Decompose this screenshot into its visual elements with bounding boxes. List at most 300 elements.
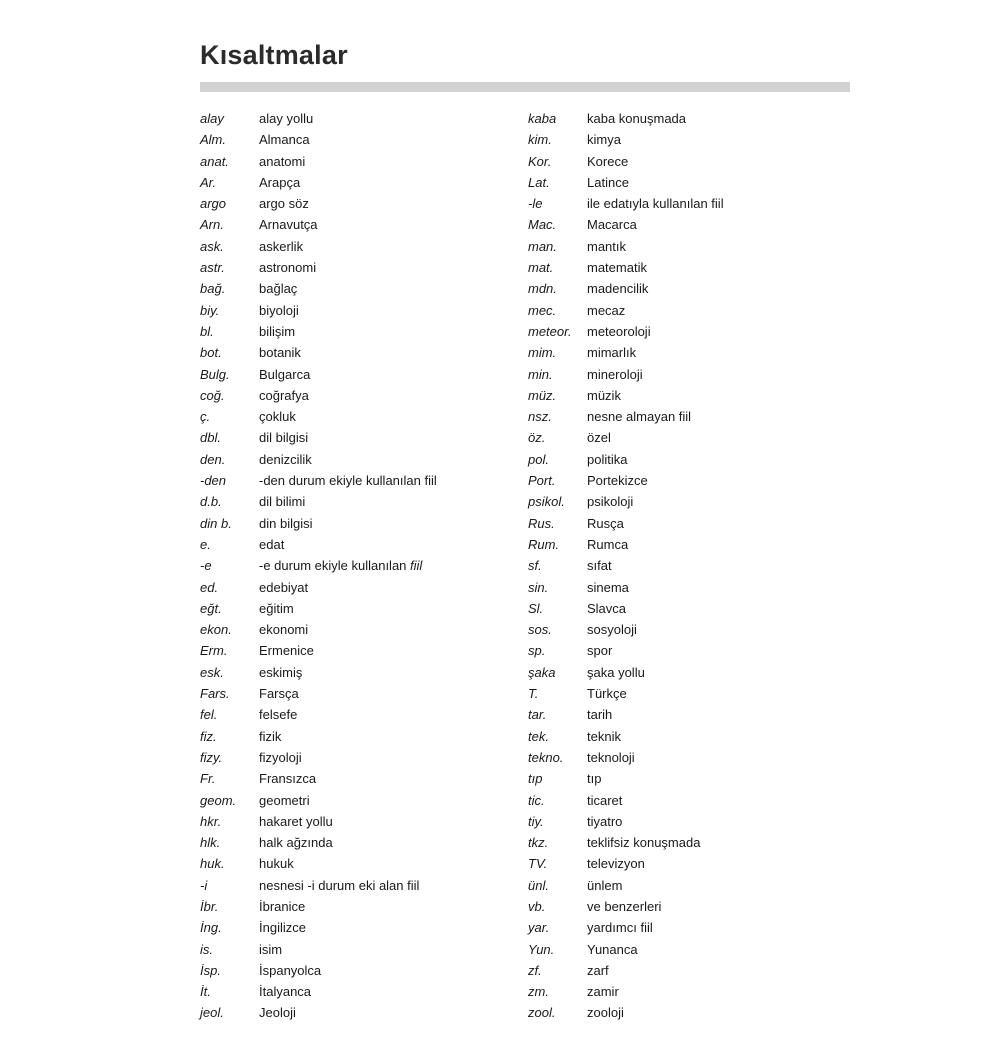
abbreviation-row (200, 129, 437, 150)
meaning-text: ile edatıyla kullanılan fiil (587, 196, 724, 212)
abbreviation: bl. (200, 323, 214, 339)
abbreviation-row (528, 726, 724, 747)
meaning-text: eğitim (259, 600, 294, 616)
abbreviation-row (528, 981, 724, 1002)
abbreviation-row (200, 364, 437, 385)
abbreviation: fizy. (200, 749, 223, 765)
abbreviation-row (528, 640, 724, 661)
abbreviation-row (200, 151, 437, 172)
abbreviation-row (528, 662, 724, 683)
abbreviation-meaning (587, 278, 648, 299)
abbreviation: biy. (200, 302, 220, 318)
abbreviation-row (200, 875, 437, 896)
abbreviation-row (528, 172, 724, 193)
meaning-text: teklifsiz konuşmada (587, 835, 701, 851)
meaning-text: -den durum ekiyle kullanılan fiil (259, 473, 437, 489)
meaning-text: kaba konuşmada (587, 111, 687, 126)
abbreviation-row (200, 853, 437, 874)
abbreviation: din b. (200, 515, 232, 531)
abbreviation-row (200, 704, 437, 725)
abbreviation: is. (200, 941, 213, 957)
abbreviation: İbr. (200, 898, 219, 914)
meaning-text: tarih (587, 707, 613, 723)
meaning-text: Fransızca (259, 771, 317, 787)
abbreviation: ç. (200, 409, 211, 425)
abbreviation-row (200, 491, 437, 512)
abbreviation: Kor. (528, 153, 552, 169)
abbreviation: İsp. (200, 962, 221, 978)
meaning-text: askerlik (259, 238, 304, 254)
abbreviation-row (200, 917, 437, 938)
abbreviation-row (528, 534, 724, 555)
abbreviation-meaning (587, 449, 627, 470)
abbreviation-row (528, 896, 724, 917)
meaning-text: dil bilgisi (259, 430, 309, 446)
meaning-text: madencilik (587, 281, 649, 297)
meaning-text: teknik (587, 728, 621, 744)
meaning-text: Rumca (587, 536, 629, 552)
abbreviation: -e (200, 558, 212, 574)
abbreviation-row (528, 406, 724, 427)
abbreviation-meaning (587, 491, 633, 512)
abbreviation: Bulg. (200, 366, 230, 382)
abbreviation-meaning (259, 236, 303, 257)
abbreviation-row (528, 129, 724, 150)
abbreviation: tekno. (528, 749, 564, 765)
abbreviation: TV. (528, 856, 548, 872)
abbreviation-row (200, 427, 437, 448)
abbreviation-row (528, 875, 724, 896)
abbreviation-row (200, 662, 437, 683)
abbreviation-row (528, 491, 724, 512)
abbreviation: Arn. (200, 217, 224, 233)
meaning-text: sinema (587, 579, 629, 595)
abbreviation-row (528, 214, 724, 235)
abbreviation: ed. (200, 579, 219, 595)
meaning-text: edat (259, 536, 285, 552)
abbreviation: Fars. (200, 686, 230, 702)
abbreviation-row (200, 981, 437, 1002)
abbreviation-meaning (259, 151, 305, 172)
abbreviation-meaning (259, 619, 308, 640)
abbreviation-row (200, 555, 437, 576)
abbreviation-meaning (259, 513, 312, 534)
abbreviation: hkr. (200, 813, 222, 829)
meaning-text: astronomi (259, 260, 317, 276)
meaning-text: bağlaç (259, 281, 298, 297)
abbreviation-row (528, 470, 724, 491)
abbreviation-meaning (587, 364, 643, 385)
meaning-text: Jeoloji (259, 1005, 296, 1021)
abbreviation-meaning (259, 342, 301, 363)
left-abbreviation-column (200, 108, 437, 1024)
meaning-text: fizyoloji (259, 749, 302, 765)
abbreviation-meaning (587, 917, 653, 938)
meaning-text: alay yollu (259, 111, 314, 126)
abbreviation-meaning (587, 236, 626, 257)
abbreviation: d.b. (200, 494, 222, 510)
abbreviation-meaning (259, 790, 310, 811)
abbreviation: min. (528, 366, 553, 382)
meaning-text: argo söz (259, 196, 309, 212)
abbreviation-meaning (259, 726, 281, 747)
abbreviation-row (200, 1002, 437, 1023)
meaning-text: din bilgisi (259, 515, 313, 531)
abbreviation-meaning (587, 662, 645, 683)
abbreviation-row (528, 108, 724, 129)
abbreviation-meaning (587, 853, 645, 874)
abbreviation-row (200, 960, 437, 981)
abbreviation-row (200, 939, 437, 960)
abbreviation-meaning (259, 214, 318, 235)
abbreviation-row (200, 640, 437, 661)
abbreviation: bot. (200, 345, 222, 361)
abbreviation: mdn. (528, 281, 557, 297)
meaning-text: halk ağzında (259, 835, 333, 851)
abbreviation-meaning (587, 790, 622, 811)
abbreviation-meaning (259, 939, 282, 960)
abbreviation: vb. (528, 898, 546, 914)
abbreviation-row (528, 598, 724, 619)
meaning-text: Portekizce (587, 473, 648, 489)
abbreviation: Sl. (528, 600, 544, 616)
abbreviation: -le (528, 196, 543, 212)
abbreviation: ünl. (528, 877, 549, 893)
abbreviation: bağ. (200, 281, 226, 297)
abbreviation: Yun. (528, 941, 555, 957)
abbreviation-row (528, 853, 724, 874)
meaning-text: Türkçe (587, 686, 627, 702)
abbreviation-meaning (259, 811, 333, 832)
abbreviation-row (528, 321, 724, 342)
abbreviation-row (200, 449, 437, 470)
abbreviation: Rum. (528, 536, 560, 552)
meaning-text: bilişim (259, 323, 296, 339)
abbreviation-row (528, 683, 724, 704)
abbreviation-meaning (259, 257, 316, 278)
abbreviation: Lat. (528, 174, 550, 190)
abbreviation-meaning (259, 917, 306, 938)
abbreviation: -den (200, 473, 227, 489)
abbreviation-meaning (259, 1002, 296, 1023)
meaning-text: hakaret yollu (259, 813, 333, 829)
abbreviation-meaning (259, 129, 310, 150)
abbreviation-row (200, 470, 437, 491)
abbreviation-row (200, 257, 437, 278)
meaning-text: matematik (587, 260, 647, 276)
abbreviation-meaning (587, 385, 621, 406)
meaning-text: mecaz (587, 302, 626, 318)
meaning-text: psikoloji (587, 494, 634, 510)
abbreviation-meaning (259, 427, 308, 448)
abbreviation-meaning (587, 129, 621, 150)
abbreviation-meaning (587, 108, 686, 129)
meaning-text: Ermenice (259, 643, 314, 659)
abbreviation-row (200, 108, 437, 129)
abbreviation-row (528, 790, 724, 811)
abbreviation-row (528, 151, 724, 172)
abbreviation-row (200, 534, 437, 555)
meaning-text: Bulgarca (259, 366, 311, 382)
abbreviation-meaning (259, 300, 299, 321)
right-abbreviation-column (528, 108, 724, 1024)
meaning-text: İngilizce (259, 920, 306, 936)
abbreviation: T. (528, 686, 539, 702)
abbreviation-meaning (587, 470, 648, 491)
abbreviation: müz. (528, 387, 557, 403)
abbreviation-meaning (587, 1002, 624, 1023)
meaning-text: şaka yollu (587, 664, 645, 680)
abbreviation-meaning (259, 896, 305, 917)
abbreviation-meaning (259, 193, 309, 214)
abbreviation-meaning (259, 747, 302, 768)
abbreviation-row (200, 896, 437, 917)
abbreviation-meaning (587, 151, 628, 172)
abbreviation-meaning (587, 747, 635, 768)
meaning-text: İtalyanca (259, 984, 312, 1000)
meaning-text: coğrafya (259, 387, 309, 403)
meaning-text: ekonomi (259, 622, 309, 638)
meaning-text: biyoloji (259, 302, 299, 318)
abbreviation-row (528, 811, 724, 832)
abbreviation-meaning (587, 534, 628, 555)
abbreviation-row (528, 236, 724, 257)
abbreviation-row (528, 193, 724, 214)
abbreviation-row (200, 768, 437, 789)
abbreviation-meaning (587, 598, 626, 619)
abbreviation: tar. (528, 707, 547, 723)
abbreviation: zf. (528, 962, 542, 978)
abbreviation: psikol. (528, 494, 565, 510)
abbreviation: Mac. (528, 217, 557, 233)
abbreviation-meaning (587, 726, 621, 747)
title-divider (200, 82, 850, 92)
abbreviation-row (528, 704, 724, 725)
abbreviation: mim. (528, 345, 557, 361)
meaning-text: tiyatro (587, 813, 623, 829)
meaning-text: dil bilimi (259, 494, 306, 510)
abbreviation: şaka (528, 664, 556, 680)
abbreviation: İng. (200, 920, 222, 936)
abbreviation: ekon. (200, 622, 232, 638)
meaning-text: kimya (587, 132, 621, 148)
abbreviation: pol. (528, 451, 549, 467)
abbreviation-row (528, 449, 724, 470)
abbreviation-meaning (259, 172, 300, 193)
abbreviation-meaning (587, 939, 638, 960)
abbreviation-meaning (587, 768, 601, 789)
abbreviation-meaning (587, 577, 629, 598)
abbreviation-meaning (259, 321, 295, 342)
abbreviation-meaning (259, 960, 321, 981)
abbreviation: den. (200, 451, 226, 467)
abbreviation-row (200, 577, 437, 598)
abbreviation-row (528, 619, 724, 640)
meaning-text: ünlem (587, 877, 623, 893)
abbreviation: huk. (200, 856, 225, 872)
abbreviation-row (200, 385, 437, 406)
abbreviation: Rus. (528, 515, 555, 531)
abbreviation-meaning (587, 832, 700, 853)
meaning-text: -e durum ekiyle kullanılan (259, 558, 407, 574)
meaning-text: Latince (587, 174, 629, 190)
meaning-text: ticaret (587, 792, 623, 808)
abbreviation-row (528, 385, 724, 406)
abbreviation-row (528, 300, 724, 321)
abbreviation: meteor. (528, 323, 572, 339)
abbreviation: hlk. (200, 835, 221, 851)
abbreviation: astr. (200, 260, 225, 276)
meaning-text: Arapça (259, 174, 301, 190)
abbreviation: sp. (528, 643, 546, 659)
abbreviation-meaning (259, 534, 284, 555)
abbreviation-row (528, 1002, 724, 1023)
meaning-text: mineroloji (587, 366, 643, 382)
abbreviation-meaning (259, 598, 294, 619)
abbreviation-meaning (259, 832, 333, 853)
abbreviation-row (200, 300, 437, 321)
meaning-text: Korece (587, 153, 629, 169)
abbreviation: Ar. (200, 174, 217, 190)
abbreviation: Fr. (200, 771, 216, 787)
abbreviation: öz. (528, 430, 546, 446)
abbreviation-meaning (587, 640, 612, 661)
abbreviation-meaning (587, 321, 651, 342)
abbreviation-meaning (587, 300, 625, 321)
abbreviation-meaning (587, 513, 624, 534)
abbreviation-meaning (587, 960, 609, 981)
abbreviation-row (528, 917, 724, 938)
abbreviation-meaning (259, 577, 308, 598)
abbreviation-meaning (587, 896, 661, 917)
abbreviation-row (200, 747, 437, 768)
abbreviation: man. (528, 238, 557, 254)
abbreviation-meaning (259, 108, 313, 129)
abbreviation-row (200, 790, 437, 811)
meaning-text: anatomi (259, 153, 306, 169)
meaning-text: politika (587, 451, 628, 467)
abbreviation-row (528, 342, 724, 363)
meaning-text: yardımcı fiil (587, 920, 653, 936)
abbreviation-meaning (587, 811, 622, 832)
meaning-text: isim (259, 941, 283, 957)
abbreviation-row (200, 683, 437, 704)
abbreviation: mat. (528, 260, 554, 276)
abbreviation: dbl. (200, 430, 221, 446)
abbreviation-meaning (587, 875, 622, 896)
abbreviation: fel. (200, 707, 218, 723)
meaning-text: İspanyolca (259, 962, 322, 978)
meaning-text: ve benzerleri (587, 898, 662, 914)
meaning-text: İbranice (259, 898, 306, 914)
meaning-text: teknoloji (587, 749, 635, 765)
abbreviation: sin. (528, 579, 549, 595)
meaning-text: sıfat (587, 558, 612, 574)
abbreviation: kaba (528, 111, 557, 126)
abbreviation-meaning (259, 875, 419, 896)
meaning-text: geometri (259, 792, 310, 808)
abbreviation: eğt. (200, 600, 222, 616)
abbreviation-meaning (587, 172, 629, 193)
meaning-text: tıp (587, 771, 602, 787)
abbreviation-meaning (587, 342, 636, 363)
abbreviation-row (528, 427, 724, 448)
abbreviation: sos. (528, 622, 552, 638)
abbreviation-row (528, 960, 724, 981)
abbreviation: tiy. (528, 813, 544, 829)
meaning-text: müzik (587, 387, 621, 403)
abbreviation-meaning (259, 385, 309, 406)
abbreviation: -i (200, 877, 208, 893)
abbreviation-meaning (587, 683, 627, 704)
abbreviation-row (200, 193, 437, 214)
meaning-text: Farsça (259, 686, 299, 702)
abbreviation: Alm. (200, 132, 226, 148)
page-title: Kısaltmalar (200, 40, 348, 70)
abbreviation-row (528, 747, 724, 768)
abbreviation: fiz. (200, 728, 217, 744)
abbreviation-row (200, 513, 437, 534)
abbreviation-meaning (259, 768, 316, 789)
abbreviation: esk. (200, 664, 224, 680)
meaning-text: Yunanca (587, 941, 638, 957)
abbreviation: anat. (200, 153, 229, 169)
abbreviation-meaning (587, 555, 612, 576)
abbreviation-row (200, 598, 437, 619)
meaning-text: mantık (587, 238, 627, 254)
abbreviation: coğ. (200, 387, 225, 403)
abbreviation-row (528, 257, 724, 278)
abbreviation-meaning (259, 470, 437, 491)
meaning-text: çokluk (259, 409, 296, 425)
abbreviation-meaning (259, 364, 310, 385)
abbreviation-meaning (259, 640, 314, 661)
abbreviation: Port. (528, 473, 556, 489)
abbreviation: jeol. (200, 1005, 224, 1021)
meaning-text: özel (587, 430, 611, 446)
abbreviation: nsz. (528, 409, 552, 425)
abbreviation-row (200, 406, 437, 427)
abbreviation-row (528, 832, 724, 853)
abbreviation: e. (200, 536, 211, 552)
meaning-text: sosyoloji (587, 622, 637, 638)
meaning-text: eskimiş (259, 664, 303, 680)
abbreviation-row (200, 214, 437, 235)
abbreviation-row (200, 726, 437, 747)
abbreviation-meaning (587, 704, 612, 725)
meaning-text: Almanca (259, 132, 310, 148)
abbreviation: alay (200, 111, 224, 126)
meaning-text: zarf (587, 962, 609, 978)
meaning-text: Rusça (587, 515, 624, 531)
meaning-text: mimarlık (587, 345, 637, 361)
abbreviation: tek. (528, 728, 549, 744)
abbreviation-meaning (259, 491, 305, 512)
meaning-text: botanik (259, 345, 301, 361)
abbreviation-row (528, 555, 724, 576)
abbreviation-row (528, 278, 724, 299)
abbreviation-row (528, 364, 724, 385)
meaning-text: edebiyat (259, 579, 309, 595)
meaning-text: fizik (259, 728, 282, 744)
abbreviation: ask. (200, 238, 224, 254)
abbreviation: argo (200, 196, 227, 212)
abbreviation-meaning (587, 427, 611, 448)
abbreviation-row (200, 172, 437, 193)
abbreviation: geom. (200, 792, 237, 808)
abbreviation-meaning (259, 981, 311, 1002)
abbreviation-row (200, 321, 437, 342)
